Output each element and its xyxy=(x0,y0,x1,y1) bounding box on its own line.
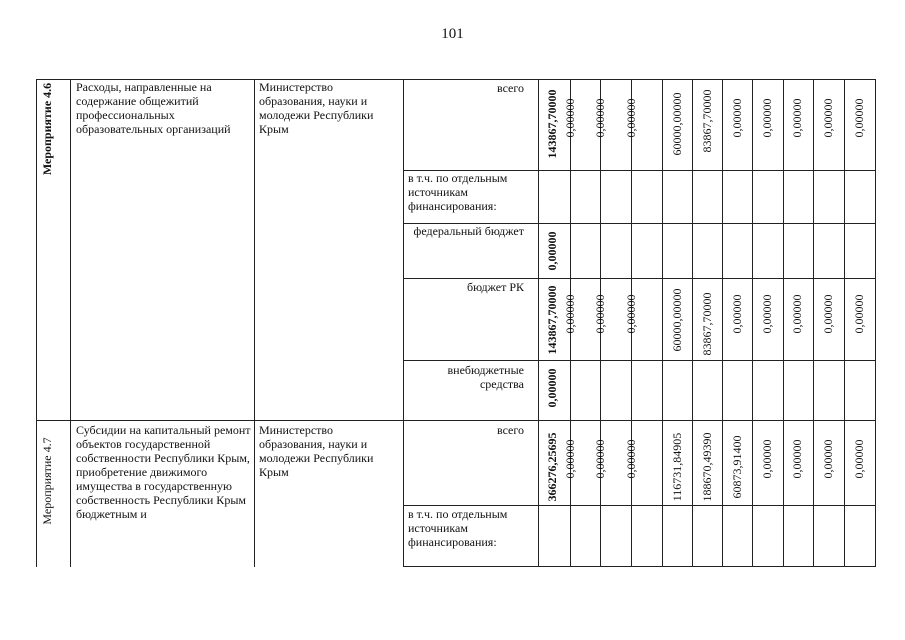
col-border xyxy=(752,79,753,567)
col-border xyxy=(403,79,404,567)
col-border xyxy=(875,79,876,567)
value-cell: 0,00000 xyxy=(730,98,744,138)
value-cell: 0,00000 xyxy=(730,294,744,334)
col-border xyxy=(692,79,693,567)
value-cell: 0,00000 xyxy=(545,368,559,408)
value-cell: 116731,84905 xyxy=(670,432,684,502)
value-cell: 0,00000 xyxy=(760,439,774,479)
value-cell: 143867,70000 xyxy=(545,89,559,159)
col-border xyxy=(70,79,71,567)
source-label: в т.ч. по отдельным источникам финансирования: xyxy=(408,171,508,213)
value-cell: 83867,70000 xyxy=(700,89,714,153)
col-border xyxy=(662,79,663,567)
value-cell: 0,00000 xyxy=(624,98,638,138)
responsible-executor: Министерство образования, науки и молодежи Республики Крым xyxy=(259,80,374,136)
value-cell: 0,00000 xyxy=(852,98,866,138)
source-label: федеральный бюджет xyxy=(413,224,524,238)
row-divider xyxy=(403,278,876,279)
value-cell: 0,00000 xyxy=(852,439,866,479)
value-cell: 188670,49390 xyxy=(700,432,714,502)
value-cell: 0,00000 xyxy=(760,294,774,334)
col-border xyxy=(254,79,255,567)
source-label: всего xyxy=(496,81,524,95)
col-border xyxy=(813,79,814,567)
activity-description: Расходы, направленные на содержание общежитий профессиональных образовательных организаций xyxy=(76,80,231,136)
value-cell: 0,00000 xyxy=(790,294,804,334)
value-cell: 0,00000 xyxy=(563,98,577,138)
value-cell: 0,00000 xyxy=(563,439,577,479)
table-bottom-border xyxy=(403,566,876,567)
col-border xyxy=(538,79,539,567)
source-label: в т.ч. по отдельным источникам финансирования: xyxy=(408,507,508,549)
activity-code: Мероприятие 4.6 xyxy=(40,82,54,176)
value-cell: 0,00000 xyxy=(624,439,638,479)
source-label: внебюджетные средства xyxy=(447,363,524,391)
row-divider xyxy=(403,360,876,361)
value-cell: 0,00000 xyxy=(821,294,835,334)
value-cell: 366276,25695 xyxy=(545,432,559,502)
row-divider xyxy=(403,505,876,506)
value-cell: 0,00000 xyxy=(760,98,774,138)
value-cell: 0,00000 xyxy=(593,439,607,479)
value-cell: 60000,00000 xyxy=(670,92,684,156)
value-cell: 0,00000 xyxy=(593,98,607,138)
page-number: 101 xyxy=(441,26,464,42)
section-divider xyxy=(36,420,876,421)
col-border xyxy=(36,79,37,567)
value-cell: 0,00000 xyxy=(624,294,638,334)
value-cell: 0,00000 xyxy=(563,294,577,334)
value-cell: 0,00000 xyxy=(545,231,559,271)
activity-description: Субсидии на капитальный ремонт объектов государственной собственности Республики Крым, приобретение движимого имущества в государственную собственность Республики Крым бюджетным и xyxy=(76,423,251,521)
value-cell: 0,00000 xyxy=(821,439,835,479)
value-cell: 143867,70000 xyxy=(545,285,559,355)
col-border xyxy=(783,79,784,567)
value-cell: 83867,70000 xyxy=(700,292,714,356)
value-cell: 0,00000 xyxy=(593,294,607,334)
value-cell: 0,00000 xyxy=(852,294,866,334)
value-cell: 0,00000 xyxy=(790,439,804,479)
value-cell: 0,00000 xyxy=(790,98,804,138)
source-label: всего xyxy=(496,423,524,437)
responsible-executor: Министерство образования, науки и молодежи Республики Крым xyxy=(259,423,374,479)
activity-code: Мероприятие 4.7 xyxy=(40,437,54,525)
source-label: бюджет РК xyxy=(467,280,524,294)
col-border xyxy=(722,79,723,567)
value-cell: 0,00000 xyxy=(821,98,835,138)
value-cell: 60000,00000 xyxy=(670,288,684,352)
col-border xyxy=(844,79,845,567)
value-cell: 60873,91400 xyxy=(730,435,744,499)
